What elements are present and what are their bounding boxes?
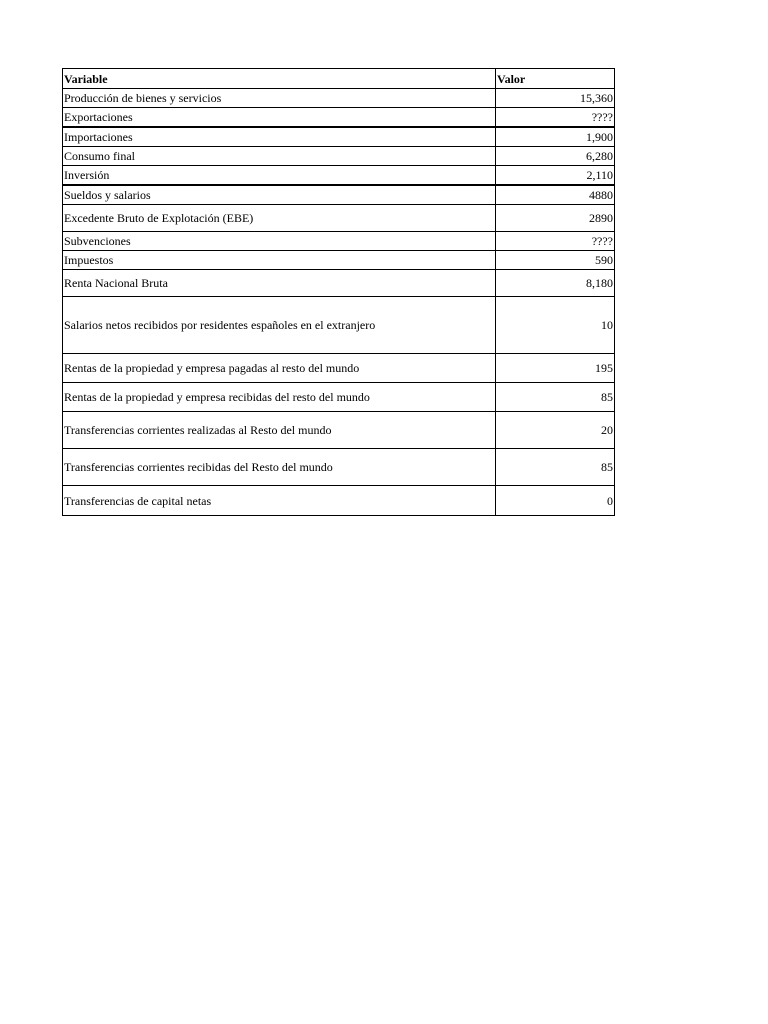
row-label: Excedente Bruto de Explotación (EBE) — [63, 205, 496, 232]
table-row — [63, 412, 615, 449]
row-label: Salarios netos recibidos por residentes españoles en el extranjero — [63, 297, 496, 354]
row-label: Exportaciones — [63, 108, 496, 128]
row-label: Transferencias de capital netas — [63, 486, 496, 516]
table-row — [63, 166, 615, 186]
row-value: 590 — [496, 251, 615, 270]
row-label: Rentas de la propiedad y empresa recibidas del resto del mundo — [63, 383, 496, 412]
table-row — [63, 383, 615, 412]
row-value: 8,180 — [496, 270, 615, 297]
row-value: 0 — [496, 486, 615, 516]
row-value: 15,360 — [496, 89, 615, 108]
row-label: Rentas de la propiedad y empresa pagadas al resto del mundo — [63, 354, 496, 383]
table-row — [63, 251, 615, 270]
row-label: Importaciones — [63, 127, 496, 147]
row-value: ???? — [496, 108, 615, 128]
row-label: Inversión — [63, 166, 496, 186]
row-label: Renta Nacional Bruta — [63, 270, 496, 297]
row-value: 10 — [496, 297, 615, 354]
row-label: Impuestos — [63, 251, 496, 270]
row-value: 2890 — [496, 205, 615, 232]
row-value: 4880 — [496, 185, 615, 205]
row-label: Sueldos y salarios — [63, 185, 496, 205]
row-value: 2,110 — [496, 166, 615, 186]
row-value: 6,280 — [496, 147, 615, 166]
header-value: Valor — [496, 69, 615, 89]
table-row — [63, 205, 615, 232]
table-row — [63, 89, 615, 108]
table-row — [63, 127, 615, 147]
table-row — [63, 486, 615, 516]
data-table — [62, 68, 615, 516]
row-value: 20 — [496, 412, 615, 449]
table-row — [63, 185, 615, 205]
row-value: ???? — [496, 232, 615, 251]
row-label: Transferencias corrientes recibidas del Resto del mundo — [63, 449, 496, 486]
row-label: Producción de bienes y servicios — [63, 89, 496, 108]
table-row — [63, 232, 615, 251]
row-value: 85 — [496, 383, 615, 412]
row-value: 1,900 — [496, 127, 615, 147]
row-label: Transferencias corrientes realizadas al Resto del mundo — [63, 412, 496, 449]
table-row — [63, 108, 615, 128]
table-row — [63, 354, 615, 383]
row-value: 195 — [496, 354, 615, 383]
row-label: Subvenciones — [63, 232, 496, 251]
table-row — [63, 147, 615, 166]
row-label: Consumo final — [63, 147, 496, 166]
table-row — [63, 297, 615, 354]
header-variable: Variable — [63, 69, 496, 89]
table-header-row — [63, 69, 615, 89]
table-row — [63, 270, 615, 297]
row-value: 85 — [496, 449, 615, 486]
table-row — [63, 449, 615, 486]
